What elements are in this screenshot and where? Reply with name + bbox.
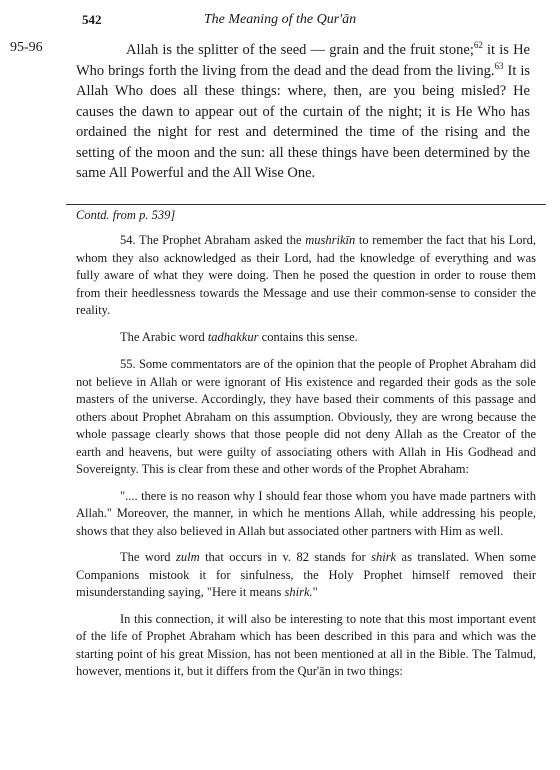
- note-bible-talmud: In this connection, it will also be interesting to note that this most important event of the life of Prophet Abraham which has been described in this para and which was the starting point of his great Mission, has not been mentioned at all in the Bible. The Talmud, however, mentions it, but it differs from the Qur'ān in two things:: [76, 611, 536, 678]
- arabic-term: mushrikīn: [305, 233, 356, 247]
- footnote-marker: 63: [494, 60, 504, 71]
- commentary-notes: [76, 232, 536, 690]
- translation-part-1: Allah is the splitter of the seed — grain and the fruit stone;: [126, 42, 474, 58]
- page-header: [0, 12, 560, 32]
- translation-part-2: it is He Who brings forth the living from the dead and the dead from the living.: [76, 42, 530, 79]
- footnote-marker: 62: [473, 40, 483, 51]
- note-quote: ".... there is no reason why I should fear those whom you have made partners with Allah." Moreover, the manner, in which he mentions Allah, while addressing his people, shows that they also believed in Allah but associated other partners with Him as well.: [76, 488, 536, 538]
- continued-note: Contd. from p. 539]: [76, 208, 176, 222]
- note-54: 54. The Prophet Abraham asked the mushrikīn to remember the fact that his Lord, whom they also acknowledged as their Lord, had the knowledge of everything and was fully aware of what they were doing. Then he posed the question in order to rouse them from their heedlessness towards the Message and use their common-sense to consider the reality.: [76, 233, 536, 317]
- note-zulm: The word zulm that occurs in v. 82 stands for shirk as translated. When some Companions mistook it for sinfulness, the Holy Prophet himself removed their misunderstanding saying, "Here it means shirk.": [76, 550, 536, 599]
- arabic-term: shirk.: [284, 585, 313, 599]
- section-divider: [66, 204, 546, 205]
- translation-part-3: It is Allah Who does all these things: where, then, are you being misled? He causes the dawn to appear out of the curtain of the night; it is He Who has ordained the night for rest and determined the time of the rising and the setting of the moon and the sun: all these things have been determined by the same All Powerful and the All Wise One.: [76, 62, 530, 181]
- page-number: 542: [82, 12, 102, 27]
- note-tadhakkur: The Arabic word tadhakkur contains this sense.: [120, 329, 358, 344]
- arabic-term: zulm: [176, 550, 200, 564]
- running-title: The Meaning of the Qur'ān: [203, 12, 357, 27]
- translation-text: [76, 40, 530, 184]
- arabic-term: tadhakkur: [207, 329, 259, 344]
- arabic-term: shirk: [371, 550, 397, 564]
- verse-reference: 95-96: [10, 40, 43, 55]
- note-55: 55. Some commentators are of the opinion that the people of Prophet Abraham did not believe in Allah or were ignorant of His existence and regarded their gods as the sole masters of the universe. Accordingly, they have based their comments of this passage and others about Prophet Abraham on this assumption. Obviously, they are wrong because the whole passage clearly shows that those people did not deny Allah as the Creator of the earth and heavens, but were guilty of associating others with Allah in His Godhead and Sovereignty. This is clear from these and other words of the Prophet Abraham:: [76, 357, 536, 476]
